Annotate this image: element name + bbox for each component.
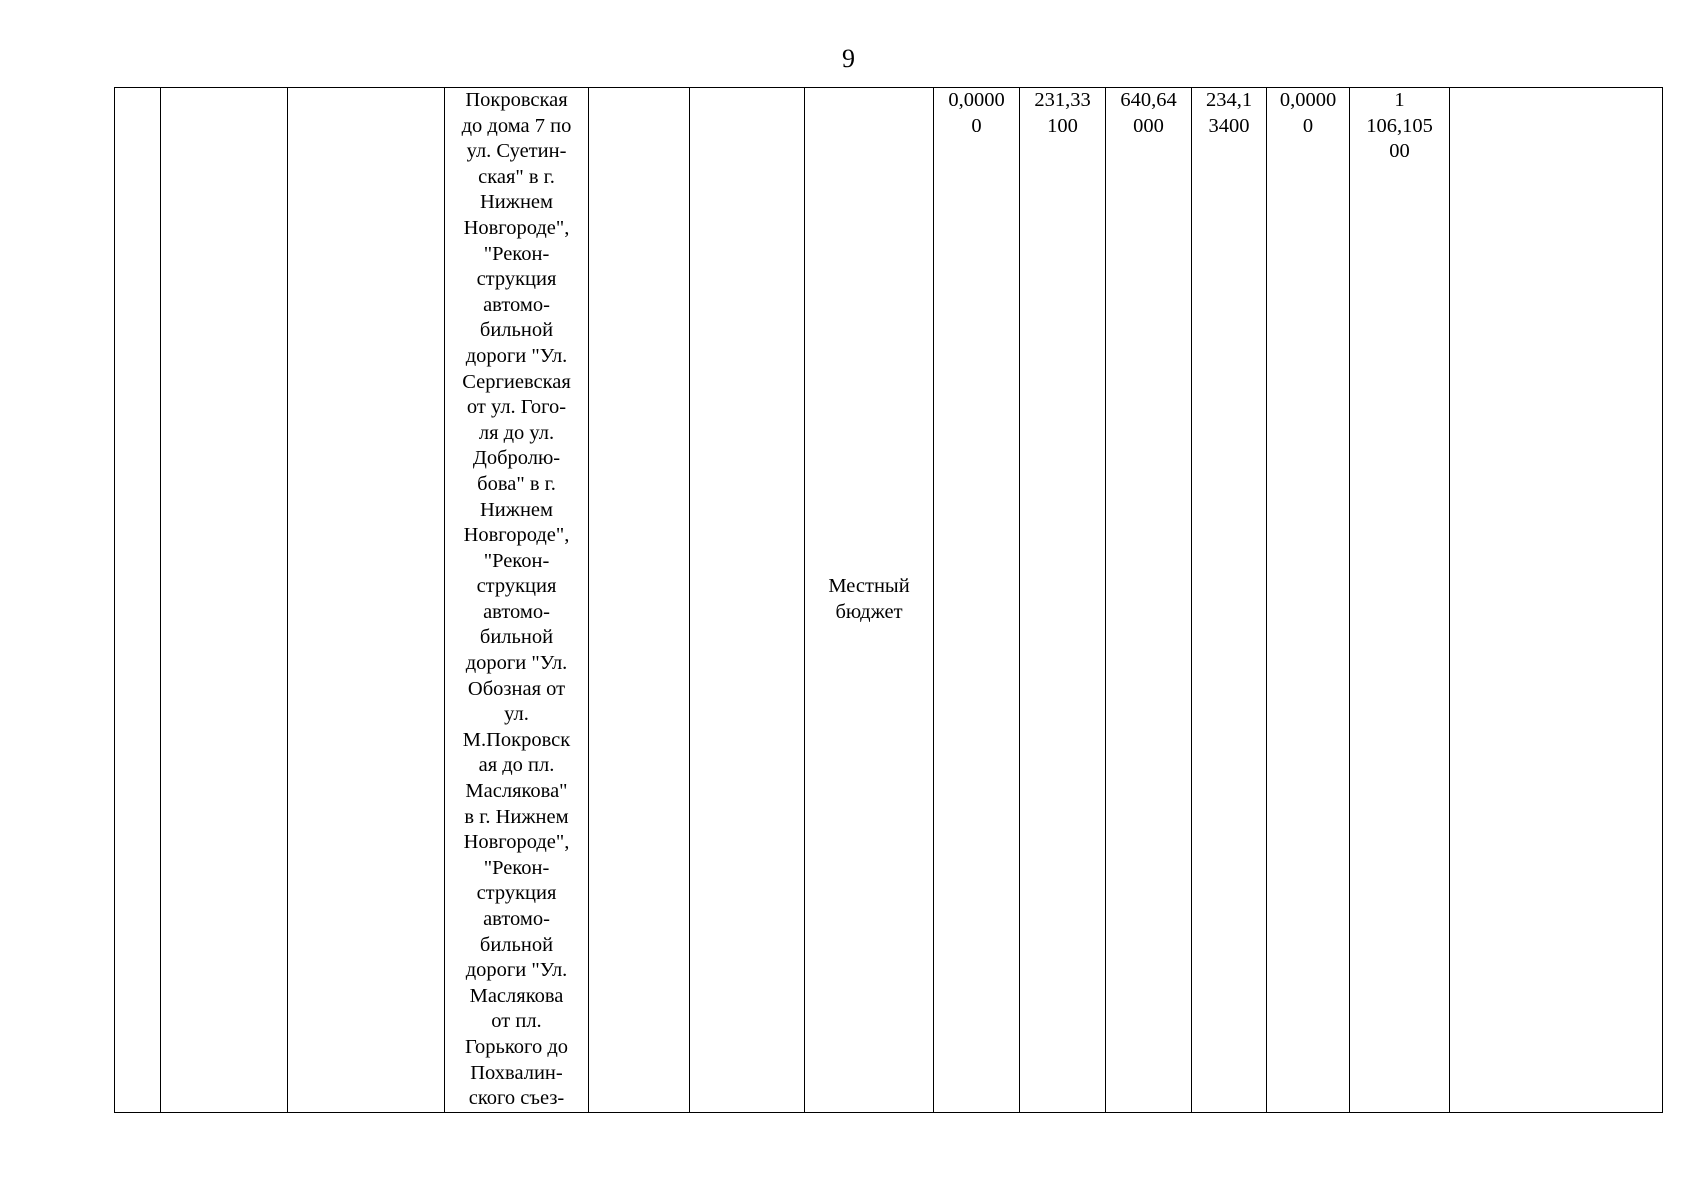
- description-line: дороги "Ул.: [465, 652, 568, 675]
- description-line: струкция: [476, 268, 557, 291]
- table-row: [115, 88, 1663, 1113]
- cell-funding-source: [805, 88, 934, 1113]
- value-4-line-1: 234,1: [1205, 89, 1253, 111]
- description-line: Горького до: [464, 1035, 569, 1058]
- description-line: Маслякова": [465, 780, 568, 803]
- description-line: автомо-: [483, 293, 550, 316]
- description-line: бильной: [479, 319, 554, 342]
- cell-empty-1: [589, 88, 690, 1113]
- description-line: в г. Нижнем: [464, 805, 569, 828]
- value-1-line-2: 0: [971, 114, 982, 137]
- description-line: дороги "Ул.: [465, 959, 568, 982]
- description-line: бова" в г.: [477, 472, 556, 495]
- cell-value-3: [1106, 88, 1192, 1113]
- cell-value-2: [1020, 88, 1106, 1113]
- description-line: бильной: [479, 933, 554, 956]
- value-1-line-1: 0,0000: [948, 89, 1005, 111]
- description-line: "Рекон-: [483, 242, 550, 265]
- cell-value-1: [934, 88, 1020, 1113]
- description-line: "Рекон-: [483, 549, 550, 572]
- description-text: [445, 88, 588, 1112]
- description-line: дороги "Ул.: [465, 344, 568, 367]
- value-4-line-2: 3400: [1208, 114, 1250, 137]
- description-line: ул. Суетин-: [466, 140, 567, 163]
- description-line: от ул. Гого-: [466, 396, 567, 419]
- description-line: ского съез-: [468, 1087, 565, 1110]
- value-3-line-2: 000: [1133, 114, 1164, 137]
- value-5-line-2: 0: [1302, 114, 1314, 137]
- description-line: бильной: [479, 626, 554, 649]
- funding-source-line-1: Местный: [828, 575, 910, 598]
- description-line: Новгороде",: [463, 524, 570, 547]
- cell-number: [115, 88, 161, 1113]
- value-total-line-1: 1: [1394, 89, 1405, 111]
- value-5-line-1: 0,0000: [1279, 89, 1337, 111]
- description-line: ля до ул.: [478, 421, 555, 444]
- cell-empty-2: [690, 88, 805, 1113]
- description-line: автомо-: [483, 908, 550, 930]
- value-total-line-2: 106,105: [1366, 114, 1433, 137]
- description-line: струкция: [476, 575, 557, 598]
- cell-notes: [1450, 88, 1663, 1113]
- description-line: Добролю-: [472, 447, 561, 470]
- cell-description: [445, 88, 589, 1113]
- description-line: Новгороде",: [463, 831, 570, 854]
- cell-value-4: [1192, 88, 1267, 1113]
- description-line: от пл.: [491, 1010, 542, 1033]
- budget-table: [114, 87, 1663, 1113]
- description-line: Нижнем: [480, 498, 553, 521]
- funding-source-line-2: бюджет: [835, 600, 903, 623]
- description-line: автомо-: [483, 600, 550, 623]
- description-line: струкция: [476, 882, 557, 905]
- description-line: Новгороде",: [463, 216, 570, 239]
- description-line: Обозная от: [467, 677, 566, 700]
- description-line: до дома 7 по: [461, 114, 572, 137]
- value-total-line-3: 00: [1389, 140, 1410, 163]
- value-3-line-1: 640,64: [1120, 89, 1177, 111]
- value-2-line-1: 231,33: [1034, 89, 1091, 111]
- description-line: ская" в г.: [478, 165, 555, 188]
- description-line: Нижнем: [480, 191, 553, 214]
- cell-value-total: [1350, 88, 1450, 1113]
- description-line: "Рекон-: [483, 856, 550, 879]
- cell-code: [161, 88, 288, 1113]
- description-line: М.Покровск: [462, 728, 571, 751]
- description-line: ул.: [504, 703, 529, 726]
- value-2-line-2: 100: [1047, 114, 1078, 137]
- description-line: Похвалин-: [470, 1061, 563, 1084]
- description-line: Покровская: [465, 89, 568, 111]
- description-line: ая до пл.: [478, 754, 555, 777]
- description-line: Сергиевская: [462, 370, 571, 393]
- cell-value-5: [1267, 88, 1350, 1113]
- description-line: Маслякова: [469, 984, 564, 1007]
- cell-name: [288, 88, 445, 1113]
- page-number: 9: [842, 44, 855, 73]
